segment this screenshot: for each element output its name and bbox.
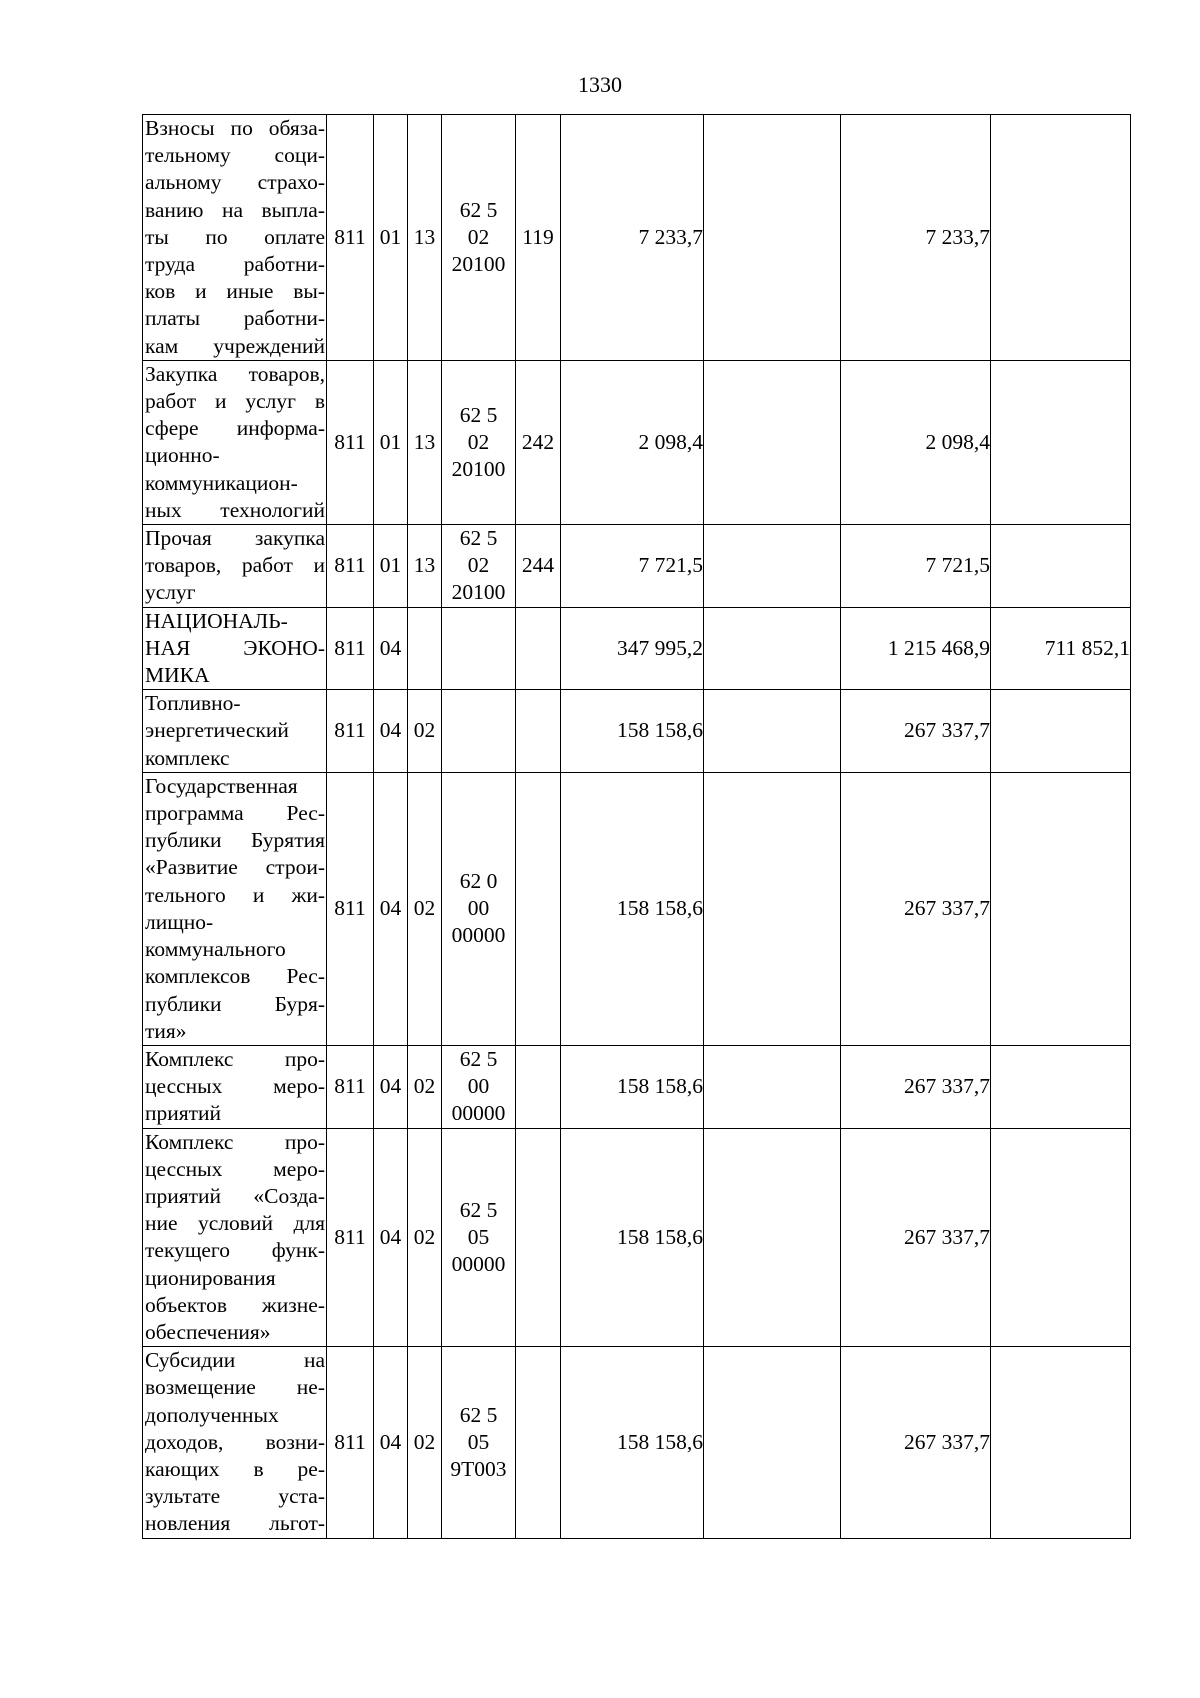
- budget-table: [142, 114, 1131, 1539]
- grbs-code: 811: [327, 772, 374, 1045]
- subsection-code: 02: [408, 690, 442, 773]
- amount-1: 158 158,6: [561, 1347, 704, 1538]
- expense-type-code: 242: [516, 360, 561, 524]
- amount-4: [991, 1347, 1131, 1538]
- expense-type-code: [516, 607, 561, 690]
- amount-3: 267 337,7: [841, 1347, 991, 1538]
- amount-4: [991, 1045, 1131, 1128]
- subsection-code: 02: [408, 1045, 442, 1128]
- table-row: [143, 525, 1131, 608]
- grbs-code: 811: [327, 690, 374, 773]
- section-code: 04: [374, 1045, 408, 1128]
- target-article-code: 62 5 02 20100: [442, 360, 516, 524]
- grbs-code: 811: [327, 360, 374, 524]
- amount-2: [704, 607, 841, 690]
- subsection-code: 02: [408, 1128, 442, 1347]
- expense-type-code: [516, 1045, 561, 1128]
- amount-2: [704, 690, 841, 773]
- target-article-code: 62 5 05 00000: [442, 1128, 516, 1347]
- row-name: Топливно- энергетический комплекс: [143, 690, 327, 773]
- amount-4: [991, 1128, 1131, 1347]
- subsection-code: 13: [408, 525, 442, 608]
- amount-2: [704, 360, 841, 524]
- section-code: 04: [374, 607, 408, 690]
- amount-4: [991, 115, 1131, 361]
- subsection-code: 13: [408, 115, 442, 361]
- amount-1: 158 158,6: [561, 1045, 704, 1128]
- grbs-code: 811: [327, 1045, 374, 1128]
- table-row: [143, 115, 1131, 361]
- amount-3: 7 233,7: [841, 115, 991, 361]
- amount-1: 347 995,2: [561, 607, 704, 690]
- table-row: [143, 607, 1131, 690]
- table-row: [143, 772, 1131, 1045]
- table-row: [143, 360, 1131, 524]
- expense-type-code: 244: [516, 525, 561, 608]
- table-row: [143, 1128, 1131, 1347]
- amount-2: [704, 1347, 841, 1538]
- target-article-code: [442, 690, 516, 773]
- table-row: [143, 1347, 1131, 1538]
- section-code: 04: [374, 1347, 408, 1538]
- grbs-code: 811: [327, 1128, 374, 1347]
- grbs-code: 811: [327, 1347, 374, 1538]
- amount-3: 1 215 468,9: [841, 607, 991, 690]
- table-row: [143, 690, 1131, 773]
- table-body: [143, 115, 1131, 1539]
- subsection-code: 02: [408, 772, 442, 1045]
- amount-3: 267 337,7: [841, 1045, 991, 1128]
- target-article-code: 62 5 02 20100: [442, 525, 516, 608]
- section-code: 04: [374, 772, 408, 1045]
- amount-3: 7 721,5: [841, 525, 991, 608]
- amount-4: [991, 360, 1131, 524]
- amount-1: 158 158,6: [561, 690, 704, 773]
- section-code: 04: [374, 1128, 408, 1347]
- amount-2: [704, 772, 841, 1045]
- section-code: 01: [374, 360, 408, 524]
- expense-type-code: [516, 772, 561, 1045]
- target-article-code: 62 5 02 20100: [442, 115, 516, 361]
- table-row: [143, 1045, 1131, 1128]
- amount-2: [704, 115, 841, 361]
- amount-4: [991, 525, 1131, 608]
- row-name: Государственная программа Рес- публики Бурятия «Развитие строи- тельного и жи- лищно- коммунального комплексов Рес- публики Буря- тия»: [143, 772, 327, 1045]
- row-name: НАЦИОНАЛЬ- НАЯ ЭКОНО- МИКА: [143, 607, 327, 690]
- grbs-code: 811: [327, 525, 374, 608]
- amount-1: 158 158,6: [561, 772, 704, 1045]
- expense-type-code: 119: [516, 115, 561, 361]
- amount-1: 7 233,7: [561, 115, 704, 361]
- amount-3: 267 337,7: [841, 1128, 991, 1347]
- expense-type-code: [516, 1347, 561, 1538]
- row-name: Прочая закупка товаров, работ и услуг: [143, 525, 327, 608]
- row-name: Субсидии на возмещение не- дополученных доходов, возни- кающих в ре- зультате уста- новления льгот-: [143, 1347, 327, 1538]
- expense-type-code: [516, 690, 561, 773]
- amount-3: 267 337,7: [841, 690, 991, 773]
- amount-4: [991, 772, 1131, 1045]
- target-article-code: 62 5 00 00000: [442, 1045, 516, 1128]
- amount-2: [704, 1128, 841, 1347]
- amount-2: [704, 525, 841, 608]
- section-code: 01: [374, 115, 408, 361]
- section-code: 01: [374, 525, 408, 608]
- amount-1: 2 098,4: [561, 360, 704, 524]
- section-code: 04: [374, 690, 408, 773]
- subsection-code: [408, 607, 442, 690]
- target-article-code: [442, 607, 516, 690]
- row-name: Комплекс про- цессных меро- приятий «Созда- ние условий для текущего функ- ционирования объектов жизне- обеспечения»: [143, 1128, 327, 1347]
- amount-4: 711 852,1: [991, 607, 1131, 690]
- amount-1: 7 721,5: [561, 525, 704, 608]
- amount-1: 158 158,6: [561, 1128, 704, 1347]
- expense-type-code: [516, 1128, 561, 1347]
- page-number: 1330: [578, 72, 622, 97]
- amount-3: 267 337,7: [841, 772, 991, 1045]
- target-article-code: 62 5 05 9Т003: [442, 1347, 516, 1538]
- target-article-code: 62 0 00 00000: [442, 772, 516, 1045]
- subsection-code: 02: [408, 1347, 442, 1538]
- amount-3: 2 098,4: [841, 360, 991, 524]
- row-name: Комплекс про- цессных меро- приятий: [143, 1045, 327, 1128]
- subsection-code: 13: [408, 360, 442, 524]
- grbs-code: 811: [327, 607, 374, 690]
- grbs-code: 811: [327, 115, 374, 361]
- amount-2: [704, 1045, 841, 1128]
- row-name: Взносы по обяза- тельному соци- альному страхо- ванию на выпла- ты по оплате труда работни- ков и иные вы- платы работни- кам учреждений: [143, 115, 327, 361]
- amount-4: [991, 690, 1131, 773]
- row-name: Закупка товаров, работ и услуг в сфере информа- ционно- коммуникацион- ных технологий: [143, 360, 327, 524]
